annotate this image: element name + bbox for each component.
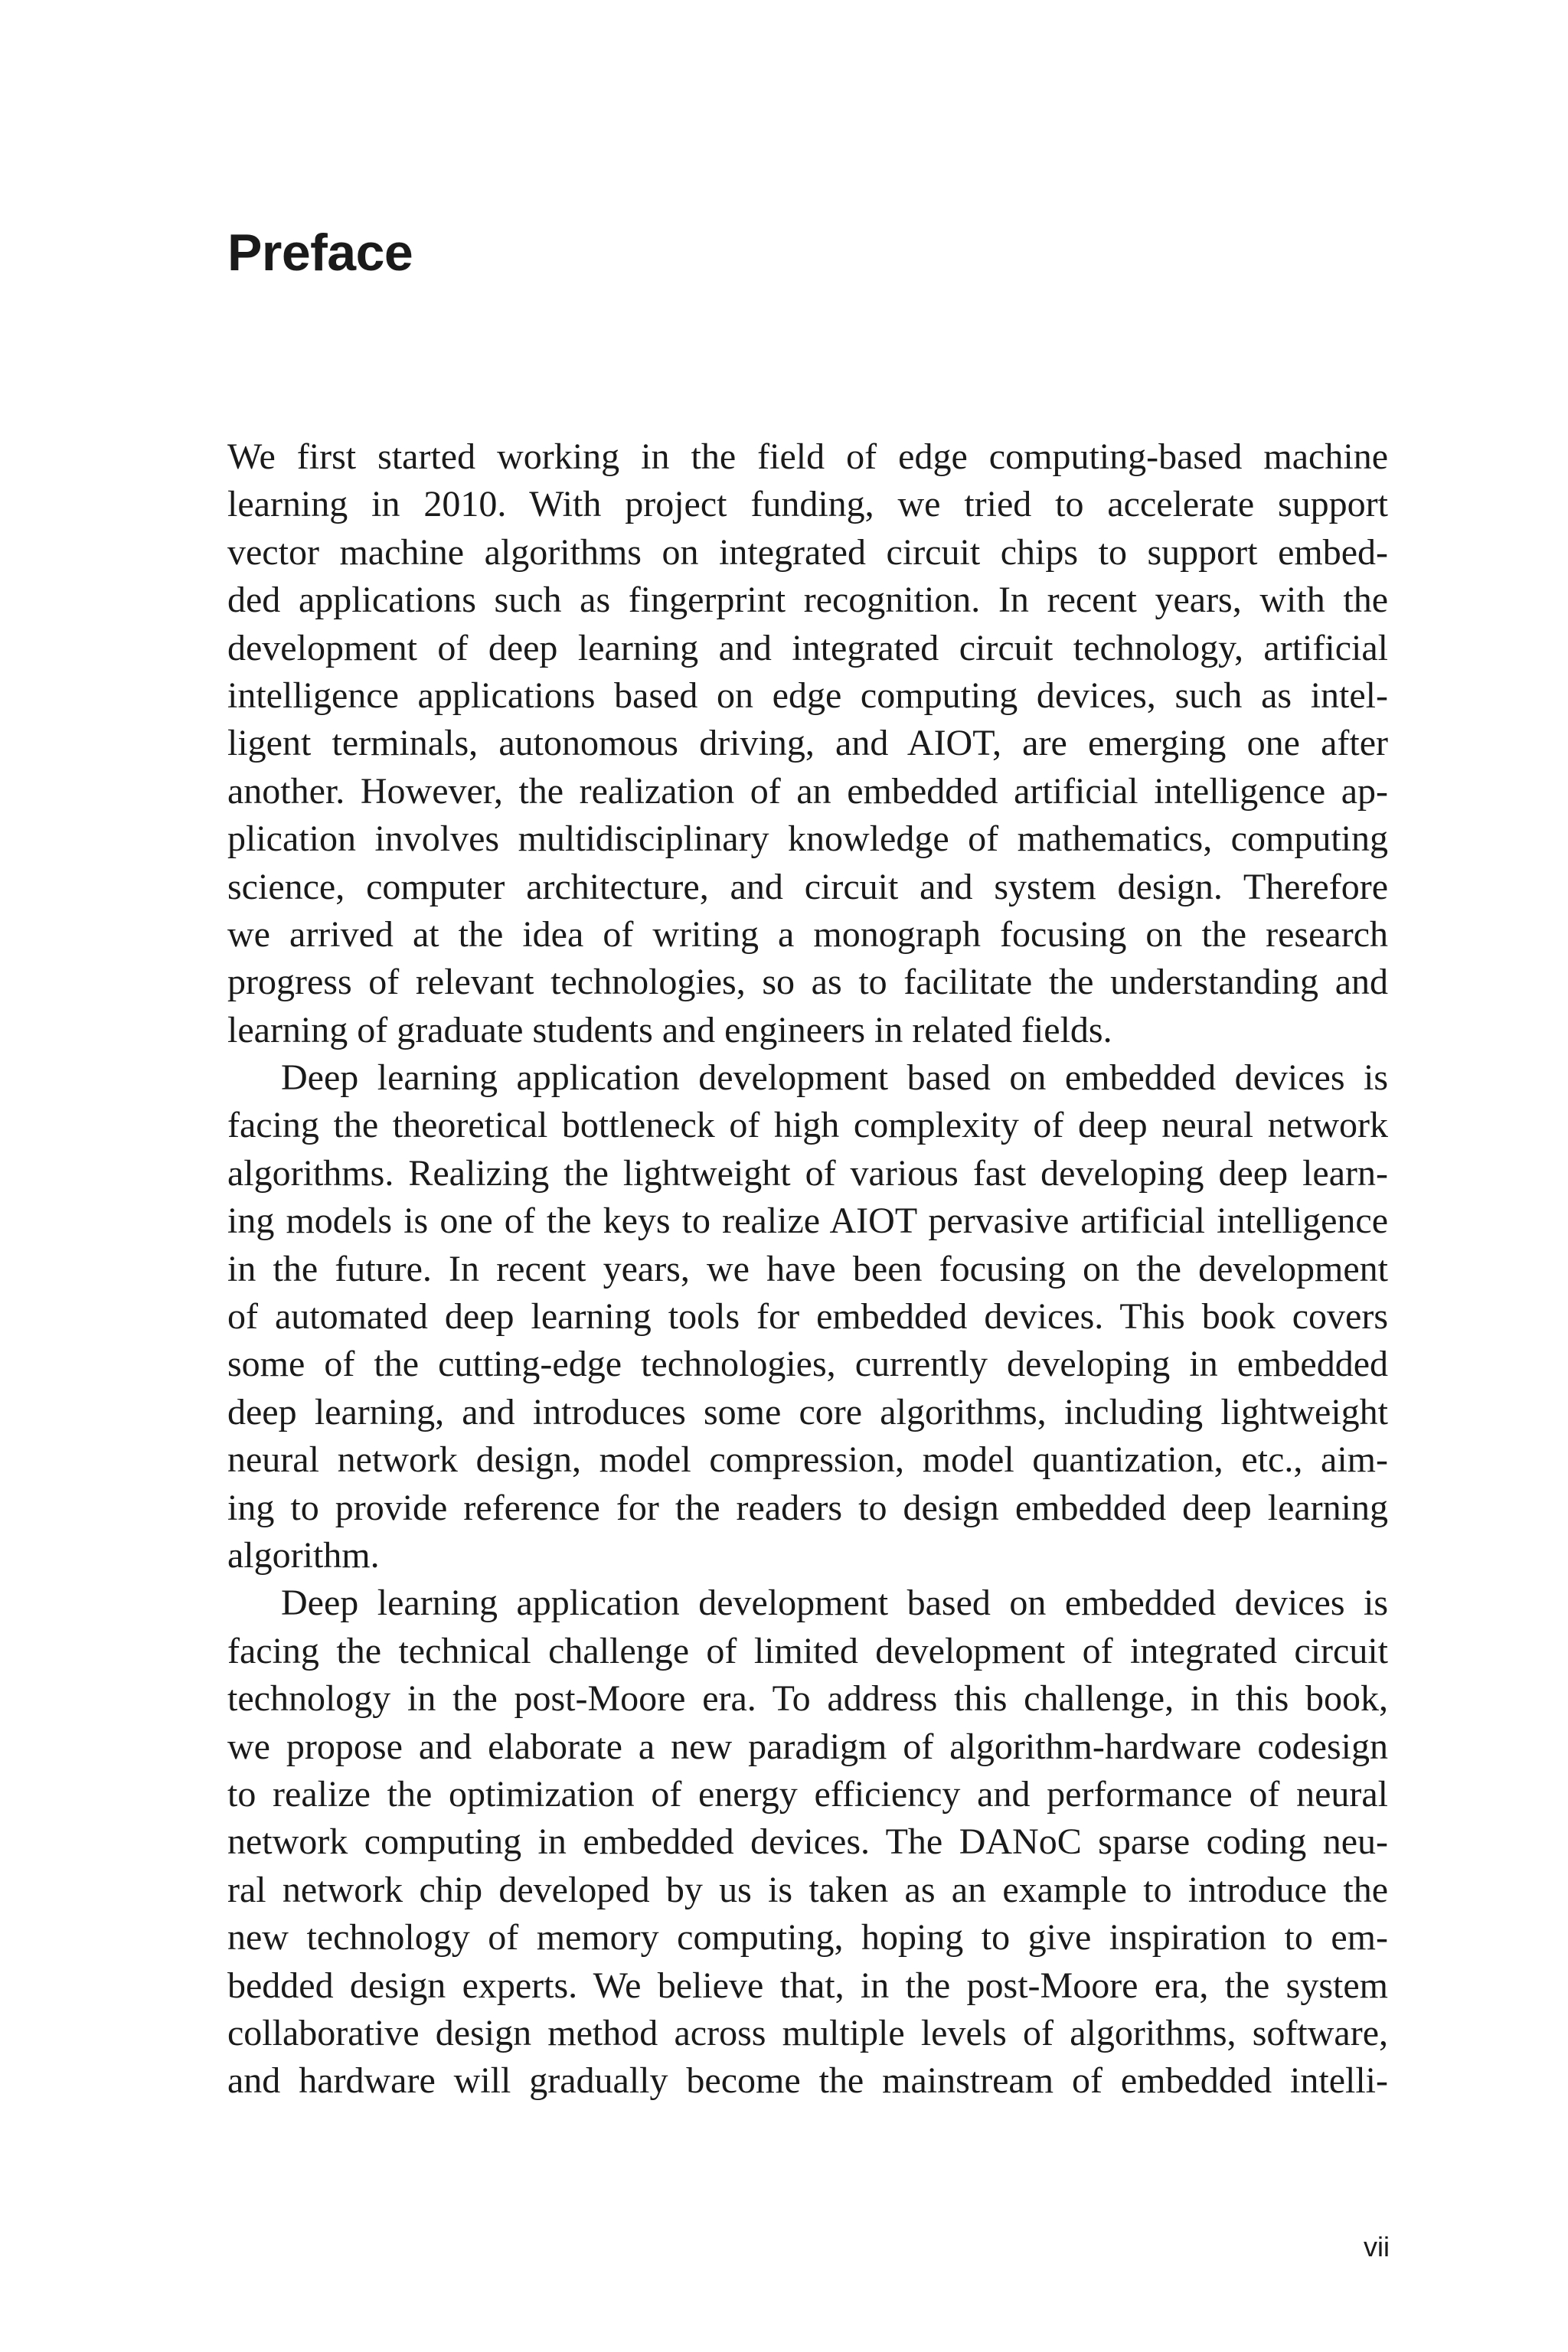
text-line: neural network design, model compression, model quantization, etc., aim- bbox=[227, 1439, 1388, 1481]
chapter-heading: Preface bbox=[227, 224, 413, 282]
text-line: in the future. In recent years, we have been focusing on the development bbox=[227, 1248, 1388, 1289]
text-line: ded applications such as fingerprint recognition. In recent years, with the bbox=[227, 580, 1388, 621]
text-line: we arrived at the idea of writing a monograph focusing on the research bbox=[227, 913, 1388, 955]
text-line: ral network chip developed by us is taken as an example to introduce the bbox=[227, 1869, 1388, 1910]
text-line: facing the technical challenge of limited development of integrated circuit bbox=[227, 1630, 1388, 1671]
text-line: of automated deep learning tools for embedded devices. This book covers bbox=[227, 1296, 1388, 1338]
paragraph bbox=[227, 433, 1388, 1054]
text-line: algorithms. Realizing the lightweight of various fast developing deep learn- bbox=[227, 1152, 1388, 1194]
text-line: learning of graduate students and engineers in related fields. bbox=[227, 1009, 1112, 1050]
text-line: vector machine algorithms on integrated circuit chips to support embed- bbox=[227, 531, 1388, 573]
text-line: some of the cutting-edge technologies, currently developing in embedded bbox=[227, 1344, 1388, 1385]
text-line: We first started working in the field of edge computing-based machine bbox=[227, 436, 1388, 477]
text-line: ligent terminals, autonomous driving, and AIOT, are emerging one after bbox=[227, 723, 1388, 764]
text-line: science, computer architecture, and circuit and system design. Therefore bbox=[227, 866, 1388, 907]
text-line: ing models is one of the keys to realize AIOT pervasive artificial intelligence bbox=[227, 1200, 1388, 1242]
text-line: facing the theoretical bottleneck of high complexity of deep neural network bbox=[227, 1105, 1388, 1146]
paragraph bbox=[227, 1579, 1388, 2105]
text-line: plication involves multidisciplinary knowledge of mathematics, computing bbox=[227, 818, 1388, 860]
text-line: bedded design experts. We believe that, in the post-Moore era, the system bbox=[227, 1965, 1388, 2006]
text-line: we propose and elaborate a new paradigm of algorithm-hardware codesign bbox=[227, 1726, 1388, 1767]
text-line: and hardware will gradually become the mainstream of embedded intelli- bbox=[227, 2060, 1388, 2102]
paragraph bbox=[227, 1054, 1388, 1579]
text-line: development of deep learning and integrated circuit technology, artificial bbox=[227, 627, 1388, 668]
text-line: new technology of memory computing, hoping to give inspiration to em- bbox=[227, 1917, 1388, 1958]
text-line: ing to provide reference for the readers to design embedded deep learning bbox=[227, 1487, 1388, 1528]
text-line: network computing in embedded devices. The DANoC sparse coding neu- bbox=[227, 1821, 1388, 1863]
text-line: deep learning, and introduces some core algorithms, including lightweight bbox=[227, 1391, 1388, 1432]
text-line: to realize the optimization of energy efficiency and performance of neural bbox=[227, 1773, 1388, 1815]
text-line: progress of relevant technologies, so as to facilitate the understanding and bbox=[227, 962, 1388, 1003]
preface-body bbox=[227, 433, 1388, 2105]
page-number: vii bbox=[1364, 2231, 1390, 2262]
text-line: Deep learning application development based on embedded devices is bbox=[281, 1057, 1388, 1099]
text-line: another. However, the realization of an embedded artificial intelligence ap- bbox=[227, 770, 1388, 812]
text-line: collaborative design method across multiple levels of algorithms, software, bbox=[227, 2012, 1388, 2053]
text-line: technology in the post-Moore era. To address this challenge, in this book, bbox=[227, 1678, 1388, 1720]
text-line: algorithm. bbox=[227, 1534, 380, 1576]
text-line: learning in 2010. With project funding, we tried to accelerate support bbox=[227, 484, 1388, 525]
text-line: Deep learning application development based on embedded devices is bbox=[281, 1583, 1388, 1624]
text-line: intelligence applications based on edge computing devices, such as intel- bbox=[227, 675, 1388, 716]
